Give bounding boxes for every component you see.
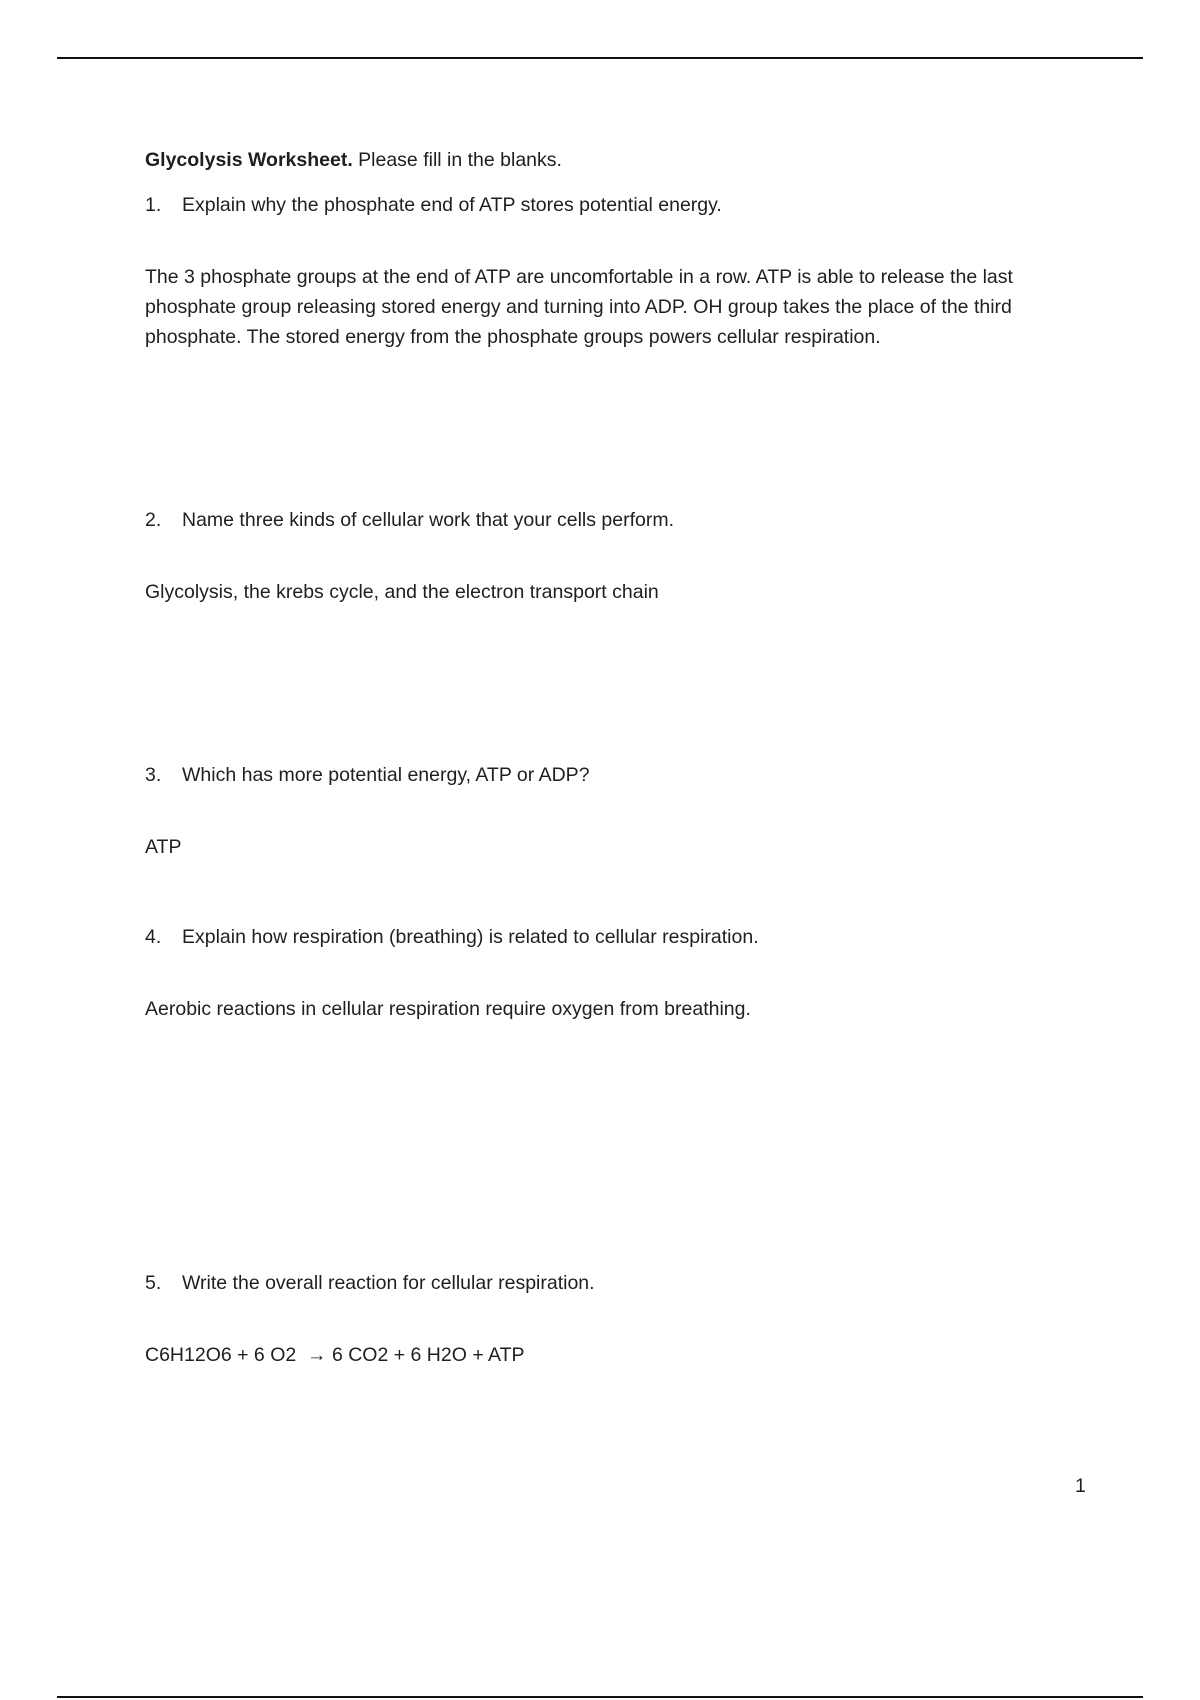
worksheet-title	[145, 145, 1085, 175]
question-4	[145, 922, 759, 952]
answer-4: Aerobic reactions in cellular respiration require oxygen from breathing.	[145, 998, 751, 1020]
question-1-text: Explain why the phosphate end of ATP stores potential energy.	[182, 194, 722, 216]
answer-5-reaction-equation: C6H12O6 + 6 O2 → 6 CO2 + 6 H2O + ATP	[145, 1344, 525, 1366]
page-number: 1	[1075, 1475, 1086, 1497]
question-2-number: 2.	[145, 509, 162, 531]
question-5-number: 5.	[145, 1272, 162, 1294]
question-2-text: Name three kinds of cellular work that your cells perform.	[182, 509, 675, 531]
question-3-text: Which has more potential energy, ATP or ADP?	[182, 764, 590, 786]
footer-rule	[57, 1696, 1143, 1698]
question-4-number: 4.	[145, 926, 162, 948]
answer-3: ATP	[145, 836, 182, 858]
worksheet-body	[145, 145, 1085, 1366]
question-5-text: Write the overall reaction for cellular respiration.	[182, 1272, 595, 1294]
question-1	[145, 190, 722, 220]
question-3-number: 3.	[145, 764, 162, 786]
question-5	[145, 1268, 595, 1298]
worksheet-title-instructions: Please fill in the blanks.	[352, 149, 562, 171]
question-3	[145, 760, 590, 790]
worksheet-title-bold: Glycolysis Worksheet.	[145, 149, 353, 171]
question-4-text: Explain how respiration (breathing) is related to cellular respiration.	[182, 926, 759, 948]
question-1-number: 1.	[145, 194, 162, 216]
answer-2: Glycolysis, the krebs cycle, and the electron transport chain	[145, 581, 659, 603]
header-rule	[57, 57, 1143, 59]
answer-1: The 3 phosphate groups at the end of ATP are uncomfortable in a row. ATP is able to release the last phosphate group releasing stored energy and turning into ADP. OH group takes the place of the third phosphate. The stored energy from the phosphate groups powers cellular respiration.	[145, 266, 1013, 348]
question-2	[145, 505, 674, 535]
